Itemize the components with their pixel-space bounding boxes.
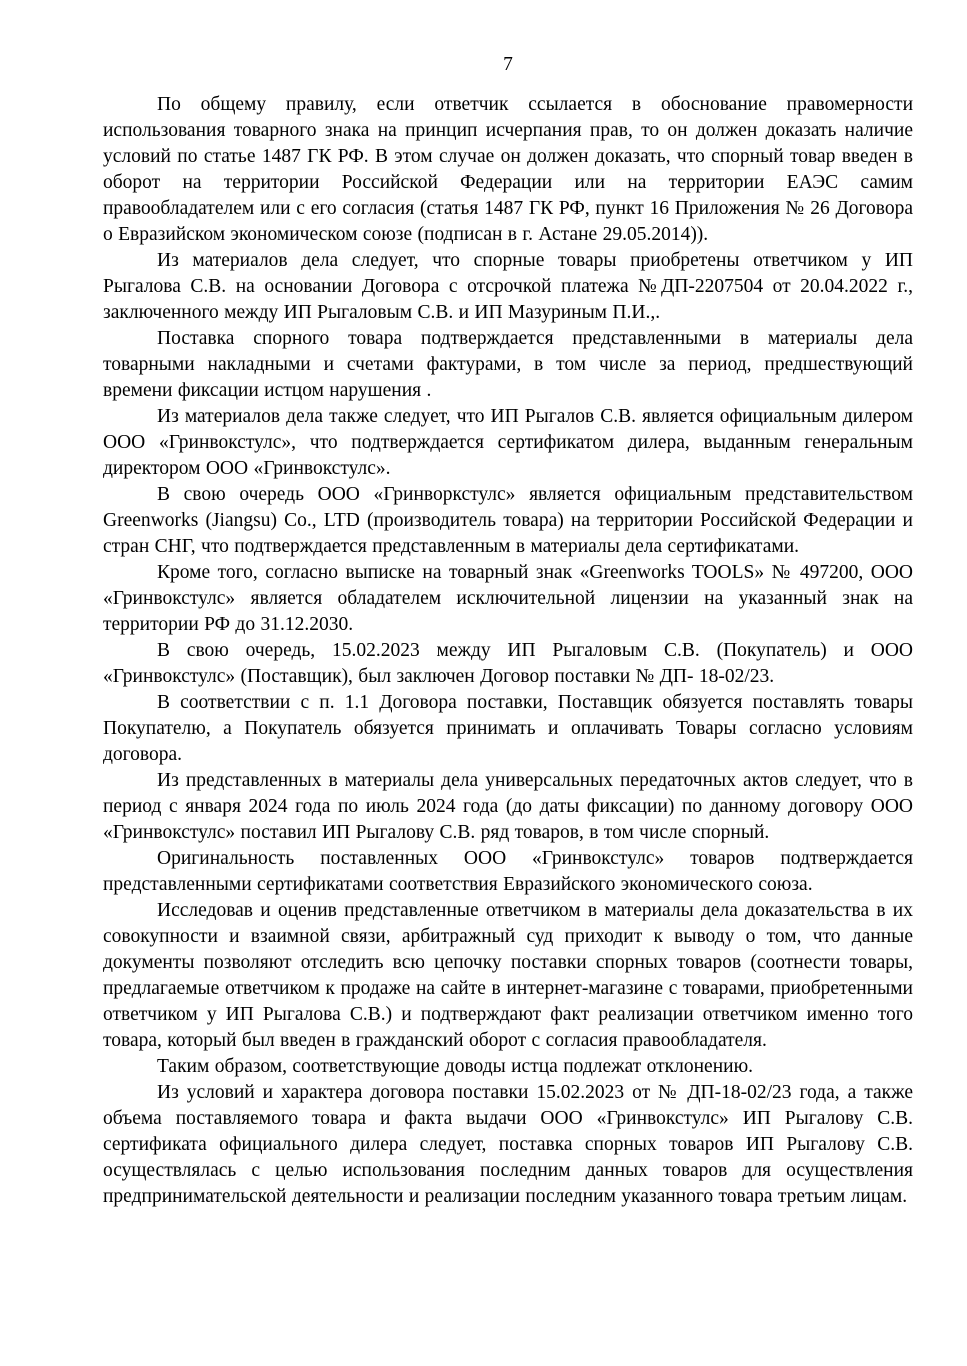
paragraph: Исследовав и оценив представленные ответчиком в материалы дела доказательства в их совокупности и взаимной связи, арбитражный суд приходит к выводу о том, что данные документы позволяют отследить всю цепочку поставки спорных товаров (соотнести товары, предлагаемые ответчиком к продаже на сайте в интернет-магазине с товарами, приобретенными ответчиком у ИП Рыгалова С.В.) и подтверждают факт реализации ответчиком именно того товара, который был введен в гражданский оборот с согласия правообладателя.: [103, 900, 913, 1051]
page-number: 7: [503, 54, 513, 75]
paragraph: Из условий и характера договора поставки 15.02.2023 от № ДП-18-02/23 года, а также объема поставляемого товара и факта выдачи ООО «Гринвокстулс» ИП Рыгалову С.В. сертификата официального дилера следует, поставка спорных товаров ИП Рыгалову С.В. осуществлялась с целью использования последним данных товаров для осуществления предпринимательской деятельности и реализации последним указанного товара третьим лицам.: [103, 1082, 913, 1207]
paragraph: В свою очередь, 15.02.2023 между ИП Рыгаловым С.В. (Покупатель) и ООО «Гринвокстулс» (Поставщик), был заключен Договор поставки № ДП- 18-02/23.: [103, 640, 913, 687]
paragraph: В соответствии с п. 1.1 Договора поставки, Поставщик обязуется поставлять товары Покупателю, а Покупатель обязуется принимать и оплачивать Товары согласно условиям договора.: [103, 692, 913, 765]
paragraph: В свою очередь ООО «Гринворкстулс» является официальным представительством Greenworks (Jiangsu) Co., LTD (производитель товара) на территории Российской Федерации и стран СНГ, что подтверждается представленным в материалы дела сертификатами.: [103, 484, 913, 557]
paragraph: Оригинальность поставленных ООО «Гринвокстулс» товаров подтверждается представленными сертификатами соответствия Евразийского экономического союза.: [103, 848, 913, 895]
paragraph: Из представленных в материалы дела универсальных передаточных актов следует, что в период с января 2024 года по июль 2024 года (до даты фиксации) по данному договору ООО «Гринвокстулс» поставил ИП Рыгалову С.В. ряд товаров, в том числе спорный.: [103, 770, 913, 843]
paragraph: Поставка спорного товара подтверждается представленными в материалы дела товарными накладными и счетами фактурами, в том числе за период, предшествующий времени фиксации истцом нарушения .: [103, 328, 913, 401]
paragraph: Из материалов дела также следует, что ИП Рыгалов С.В. является официальным дилером ООО «Гринвокстулс», что подтверждается сертификатом дилера, выданным генеральным директором ООО «Гринвокстулс».: [103, 406, 913, 479]
paragraph: Таким образом, соответствующие доводы истца подлежат отклонению.: [157, 1056, 754, 1077]
paragraph: По общему правилу, если ответчик ссылается в обоснование правомерности использования товарного знака на принцип исчерпания прав, то он должен доказать наличие условий по статье 1487 ГК РФ. В этом случае он должен доказать, что спорный товар введен в оборот на территории Российской Федерации или на территории ЕАЭС самим правообладателем или с его согласия (статья 1487 ГК РФ, пункт 16 Приложения № 26 Договора о Евразийском экономическом союзе (подписан в г. Астане 29.05.2014)).: [103, 94, 913, 245]
paragraph: Кроме того, согласно выписке на товарный знак «Greenworks TOOLS» № 497200, ООО «Гринвокстулс» является обладателем исключительной лицензии на указанный знак на территории РФ до 31.12.2030.: [103, 562, 913, 635]
document-body: [103, 92, 913, 1210]
paragraph: Из материалов дела следует, что спорные товары приобретены ответчиком у ИП Рыгалова С.В. на основании Договора с отсрочкой платежа №ДП-2207504 от 20.04.2022 г., заключенного между ИП Рыгаловым С.В. и ИП Мазуриным П.И.,.: [103, 250, 913, 323]
